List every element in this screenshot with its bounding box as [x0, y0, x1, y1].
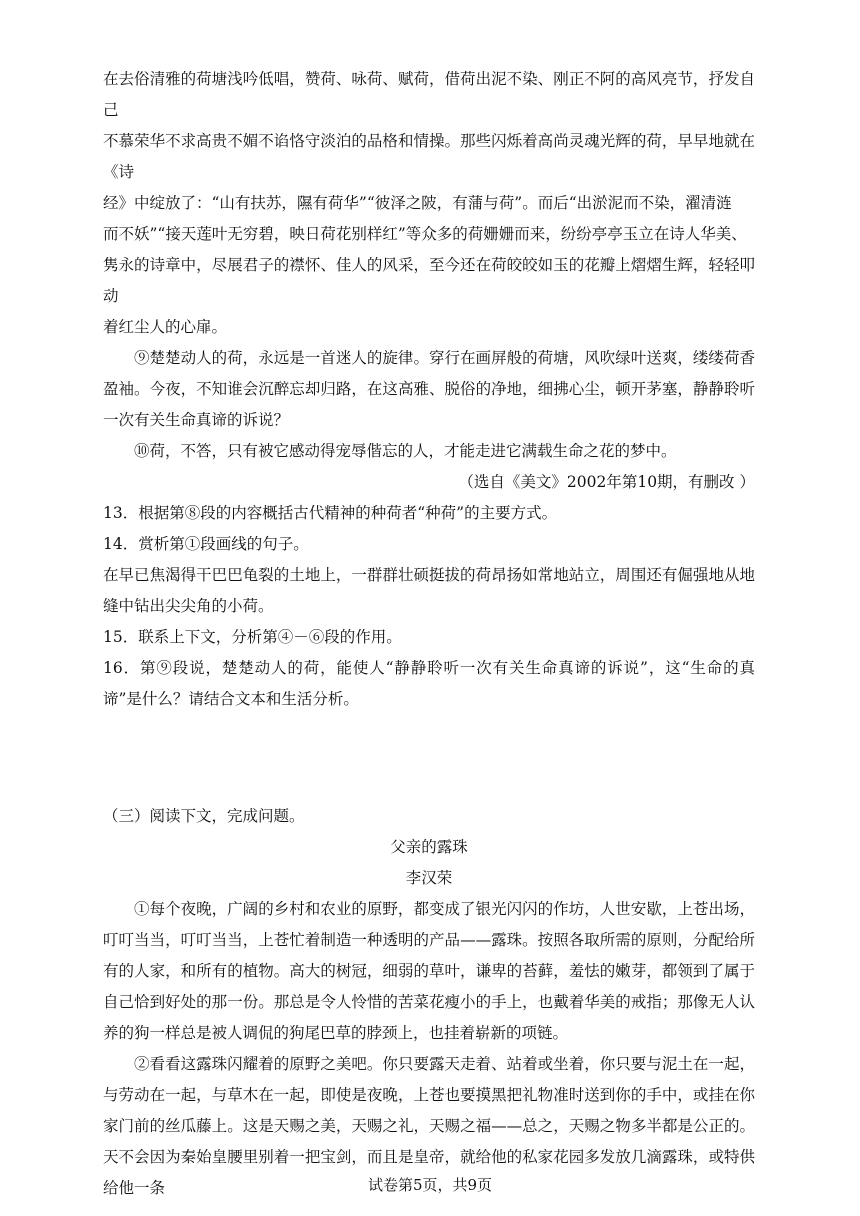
question-14: 14．赏析第①段画线的句子。 — [103, 535, 309, 553]
question-16: 16．第⑨段说，楚楚动人的荷，能使人“静静聆听一次有关生命真谛的诉说”，这“生命的真谛”是什么？请结合文本和生活分析。 — [103, 659, 755, 708]
question-14-quote: 在早已焦渴得干巴巴龟裂的土地上，一群群壮硕挺拔的荷昂扬如常地站立，周围还有倔强地从地缝中钻出尖尖角的小荷。 — [103, 566, 755, 615]
exam-page — [103, 64, 755, 1204]
paragraph-line: 在去俗清雅的荷塘浅吟低唱，赞荷、咏荷、赋荷，借荷出泥不染、刚正不阿的高风亮节，抒发自己 — [103, 70, 755, 119]
passage2-paragraph-8 — [103, 64, 755, 343]
paragraph-line: 而不妖”“接天莲叶无穷碧，映日荷花别样红”等众多的荷姗姗而来，纷纷亭亭玉立在诗人华美、 — [103, 225, 747, 243]
article-title: 父亲的露珠 — [390, 838, 468, 856]
passage3-paragraph-2: ②看看这露珠闪耀着的原野之美吧。你只要露天走着、站着或坐着，你只要与泥土在一起，与劳动在一起，与草木在一起，即使是夜晚，上苍也要摸黑把礼物准时送到你的手中，或挂在你家门前的丝瓜藤上。这是天赐之美，天赐之礼，天赐之福——总之，天赐之物多半都是公正的。天不会因为秦始皇腰里别着一把宝剑，而且是皇帝，就给他的私家花园多发放几滴露珠，或特供给他一条 — [103, 1055, 755, 1197]
paragraph-line: 经》中绽放了：“山有扶苏，隰有荷华”“彼泽之陂，有蒲与荷”。而后“出淤泥而不染，濯清涟 — [103, 194, 732, 212]
passage2-paragraph-9: ⑨楚楚动人的荷，永远是一首迷人的旋律。穿行在画屏般的荷塘，风吹绿叶送爽，缕缕荷香盈袖。今夜，不知谁会沉醉忘却归路，在这高雅、脱俗的净地，细拂心尘，顿开茅塞，静静聆听一次有关生命真谛的诉说？ — [103, 349, 755, 429]
page-footer: 试卷第5页，共9页 — [367, 1176, 493, 1194]
source-citation: （选自《美文》2002年第10期，有删改 ） — [458, 473, 755, 491]
question-15: 15．联系上下文，分析第④－⑥段的作用。 — [103, 628, 402, 646]
article-author: 李汉荣 — [405, 869, 453, 887]
passage3-paragraph-1: ①每个夜晚，广阔的乡村和农业的原野，都变成了银光闪闪的作坊，人世安歇，上苍出场，叮叮当当，叮叮当当，上苍忙着制造一种透明的产品——露珠。按照各取所需的原则，分配给所有的人家，和所有的植物。高大的树冠，细弱的草叶，谦卑的苔藓，羞怯的嫩芽，都领到了属于自己恰到好处的那一份。那总是令人怜惜的苦菜花瘦小的手上，也戴着华美的戒指；那像无人认养的狗一样总是被人调侃的狗尾巴草的脖颈上，也挂着崭新的项链。 — [103, 900, 755, 1042]
answer-space — [103, 715, 755, 801]
paragraph-line: 隽永的诗章中，尽展君子的襟怀、佳人的风采，至今还在荷皎皎如玉的花瓣上熠熠生辉，轻轻叩动 — [103, 256, 755, 305]
paragraph-line: 不慕荣华不求高贵不媚不谄恪守淡泊的品格和情操。那些闪烁着高尚灵魂光辉的荷，早早地就在《诗 — [103, 132, 755, 181]
paragraph-line: 着红尘人的心扉。 — [103, 318, 228, 336]
passage2-paragraph-10: ⑩荷，不答，只有被它感动得宠辱偕忘的人，才能走进它满载生命之花的梦中。 — [134, 442, 677, 460]
question-13: 13．根据第⑧段的内容概括古代精神的种荷者“种荷”的主要方式。 — [103, 504, 558, 522]
section-heading: （三）阅读下文，完成问题。 — [103, 807, 305, 825]
